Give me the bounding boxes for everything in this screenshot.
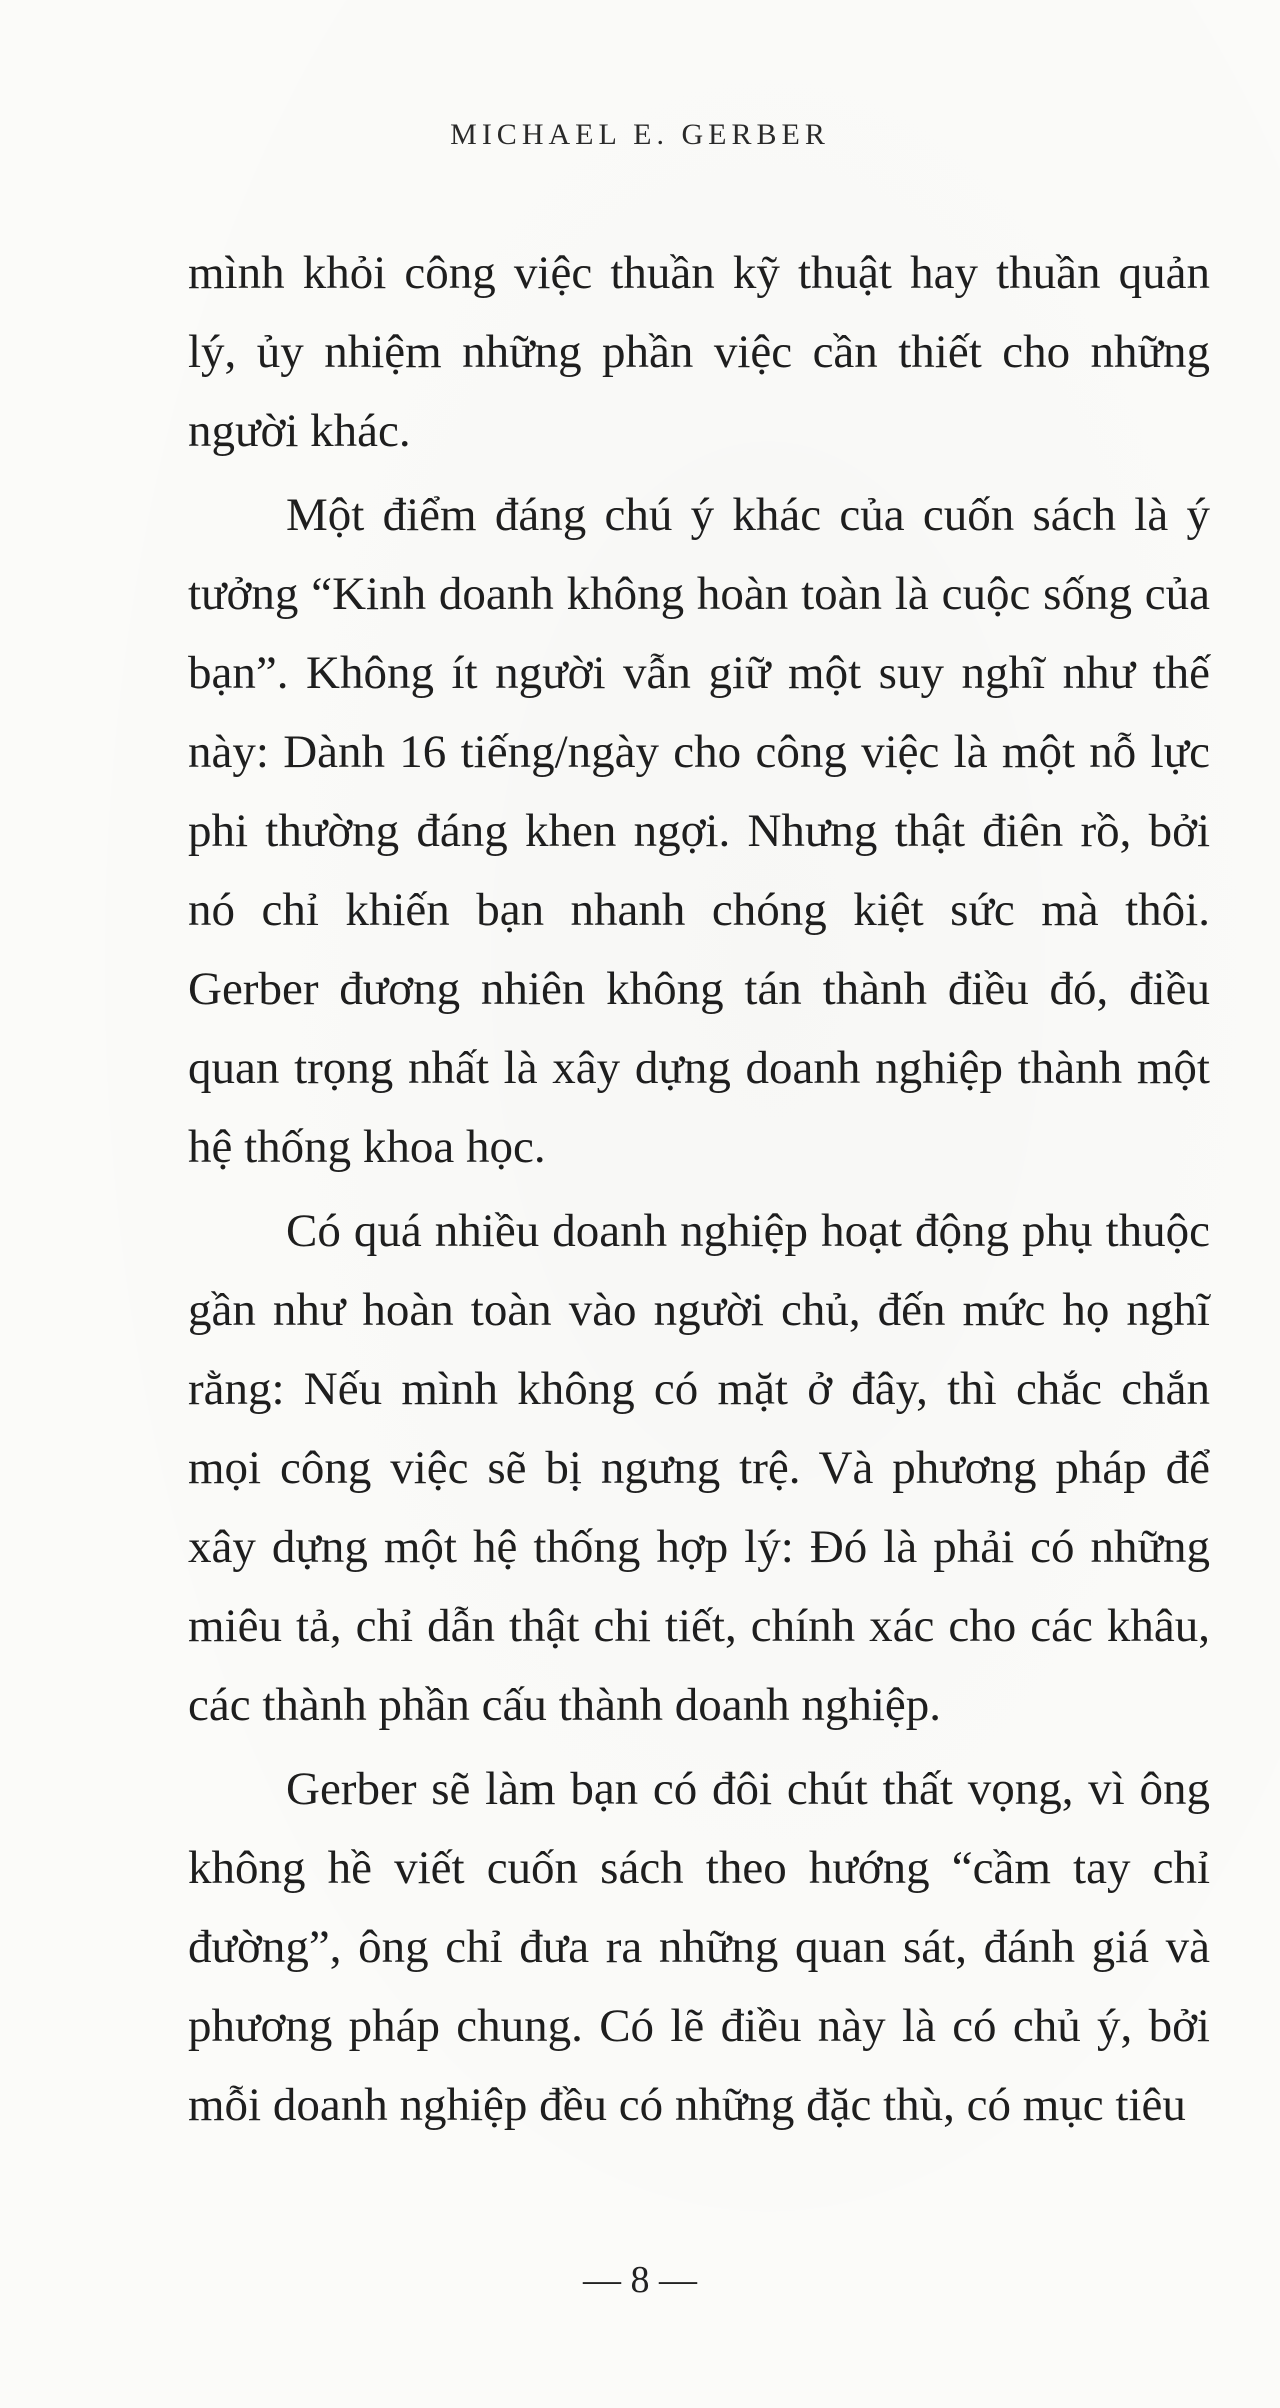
paragraph-1: mình khỏi công việc thuần kỹ thuật hay thuần quản lý, ủy nhiệm những phần việc cần thiết cho những người khác.: [188, 247, 1210, 457]
paragraph-3: Có quá nhiều doanh nghiệp hoạt động phụ thuộc gần như hoàn toàn vào người chủ, đến mức họ nghĩ rằng: Nếu mình không có mặt ở đây, thì chắc chắn mọi công việc sẽ bị ngưng trệ. Và phương pháp để xây dựng một hệ thống hợp lý: Đó là phải có những miêu tả, chỉ dẫn thật chi tiết, chính xác cho các khâu, các thành phần cấu thành doanh nghiệp.: [188, 1205, 1210, 1731]
paragraph-2: Một điểm đáng chú ý khác của cuốn sách là ý tưởng “Kinh doanh không hoàn toàn là cuộc sống của bạn”. Không ít người vẫn giữ một suy nghĩ như thế này: Dành 16 tiếng/ngày cho công việc là một nỗ lực phi thường đáng khen ngợi. Nhưng thật điên rồ, bởi nó chỉ khiến bạn nhanh chóng kiệt sức mà thôi. Gerber đương nhiên không tán thành điều đó, điều quan trọng nhất là xây dựng doanh nghiệp thành một hệ thống khoa học.: [188, 489, 1210, 1173]
body-text: [188, 234, 1210, 2145]
paragraph-4: Gerber sẽ làm bạn có đôi chút thất vọng, vì ông không hề viết cuốn sách theo hướng “cầm tay chỉ đường”, ông chỉ đưa ra những quan sát, đánh giá và phương pháp chung. Có lẽ điều này là có chủ ý, bởi mỗi doanh nghiệp đều có những đặc thù, có mục tiêu: [188, 1763, 1210, 2131]
running-header: MICHAEL E. GERBER: [450, 118, 830, 151]
page-number: — 8 —: [583, 2259, 697, 2301]
